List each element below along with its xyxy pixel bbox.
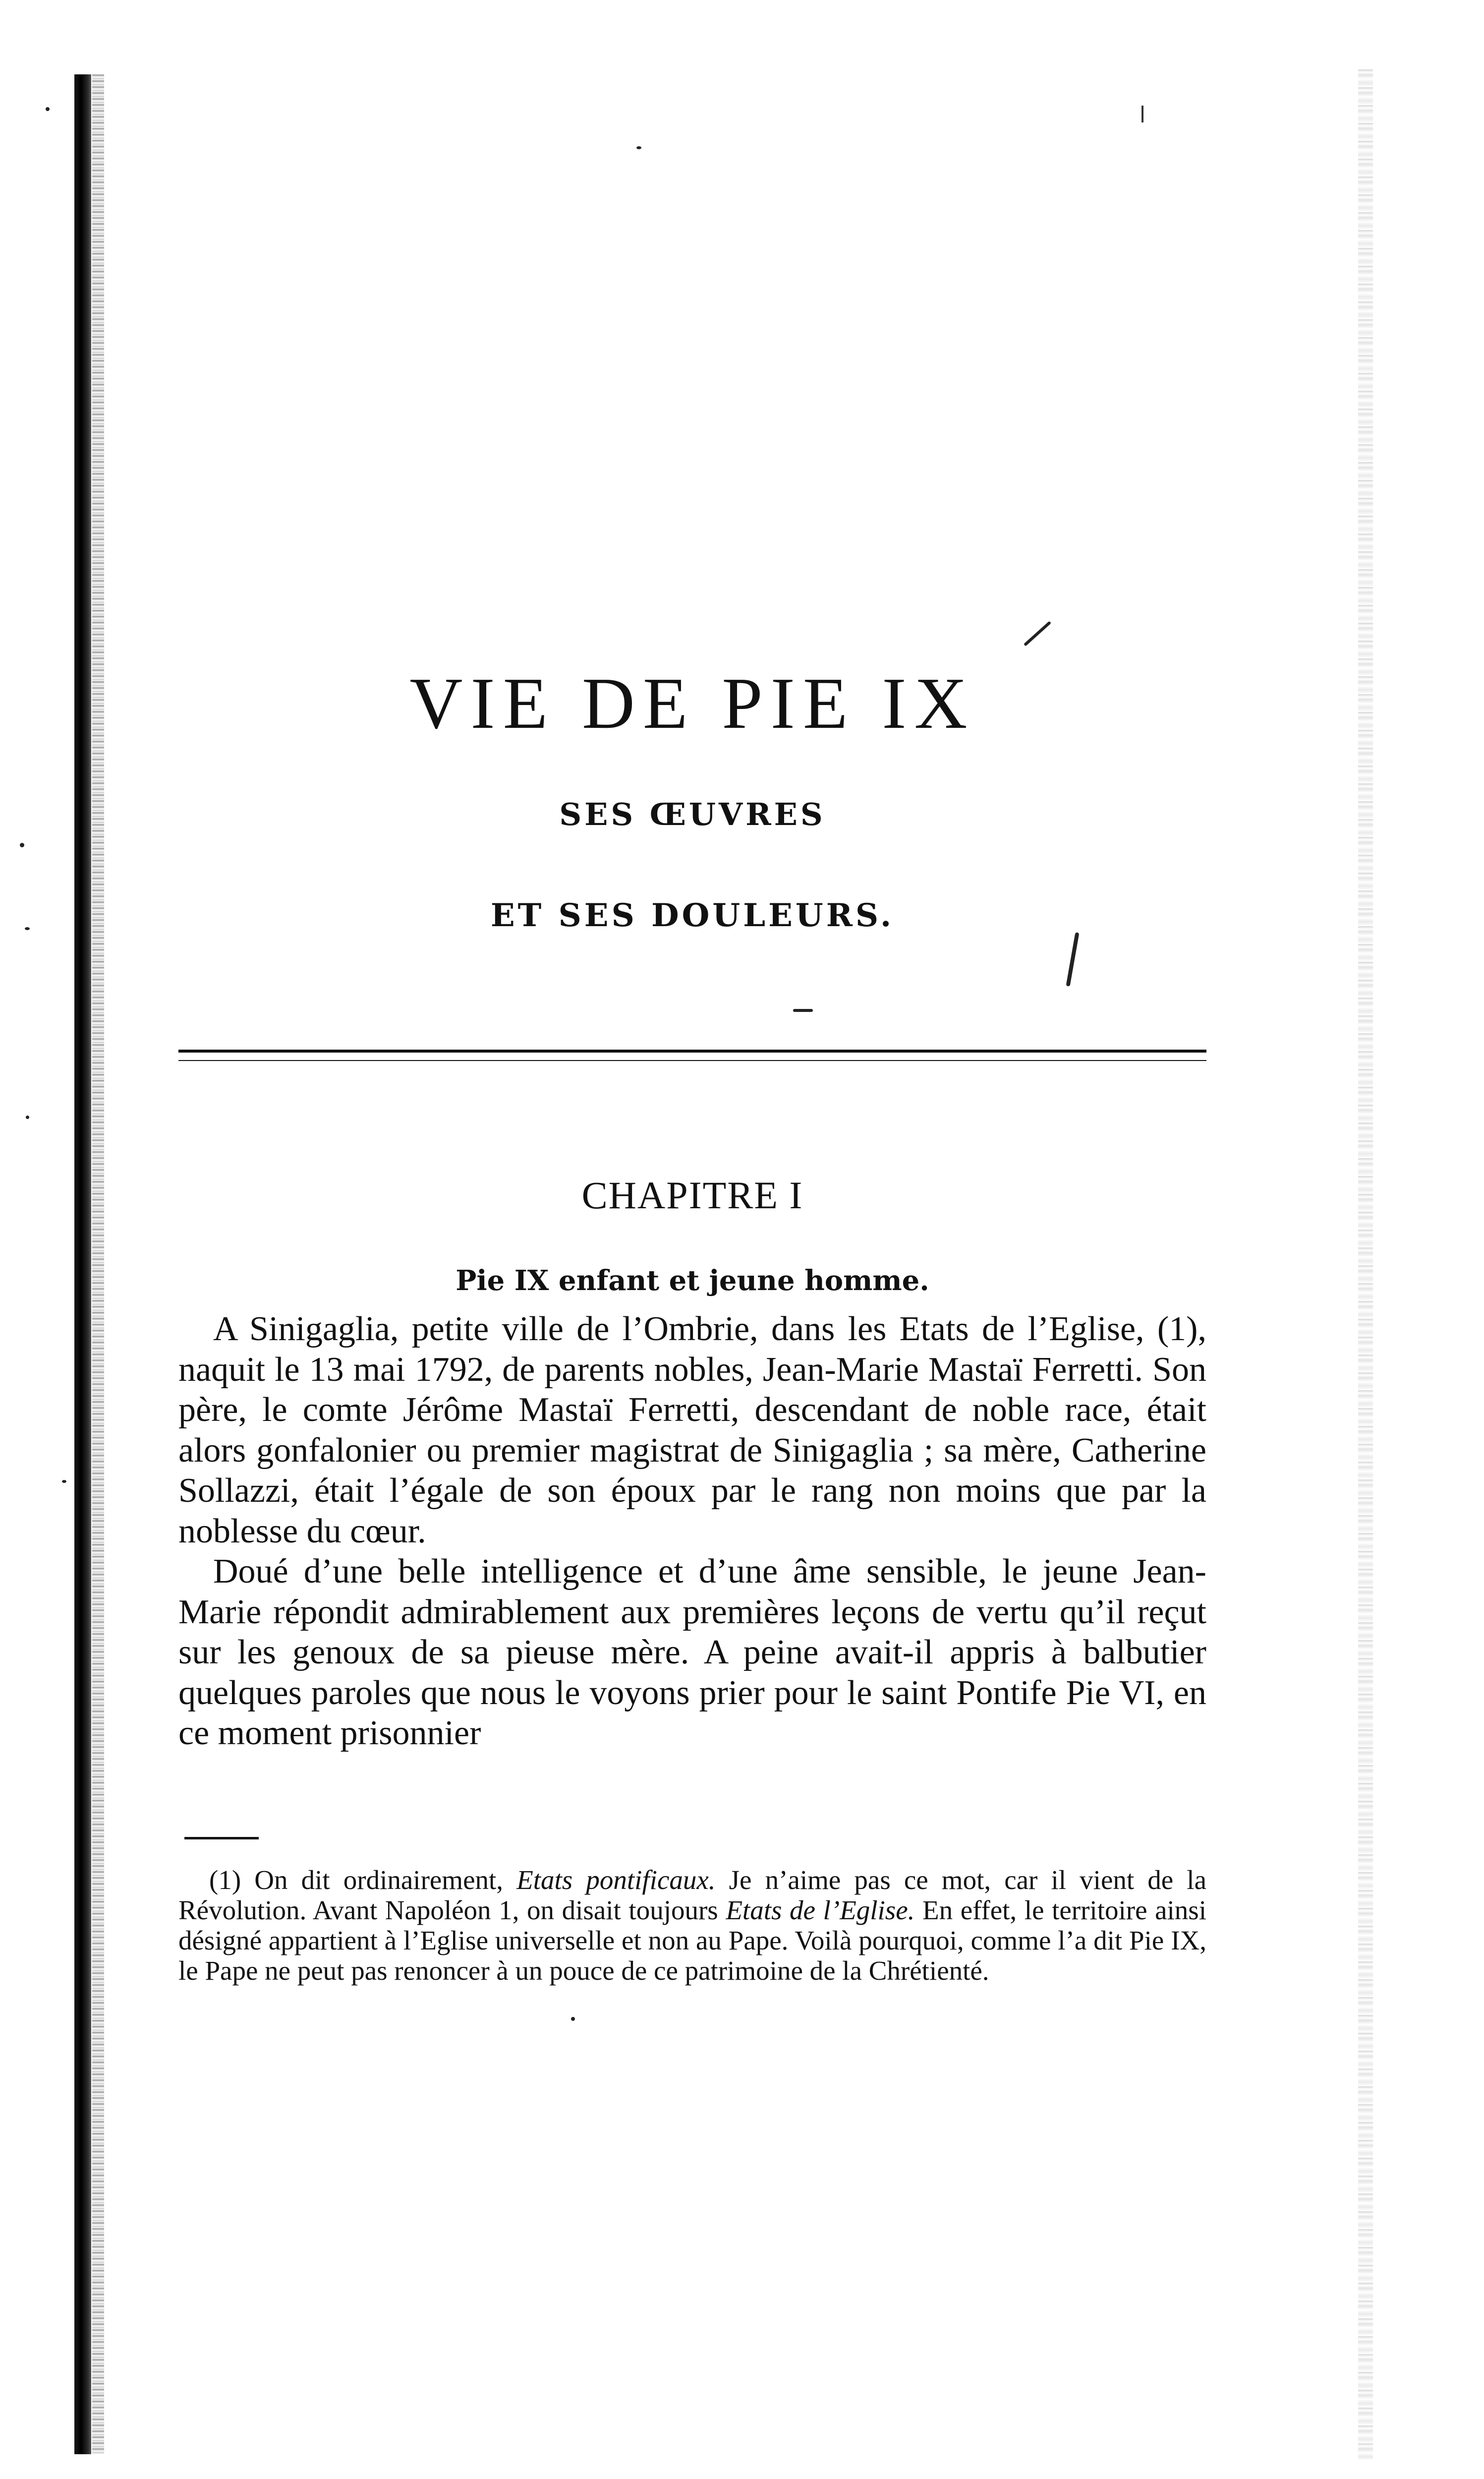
page-edge-right (1358, 69, 1373, 2459)
body-paragraph-2: Doué d’une belle intelligence et d’une âme sensible, le jeune Jean-Marie répondit admirablement aux premières leçons de vertu qu’il reçut sur les genoux de sa pieuse mère. A peine avait-il appris à balbutier quelques paroles que nous le voyons prier pour le saint Pontife Pie VI, en ce moment prisonnier (178, 1552, 1206, 1752)
scan-speck (636, 146, 641, 149)
title-rule-thick (178, 1050, 1206, 1053)
chapter-body (178, 1309, 1206, 1754)
scan-speck (793, 1009, 813, 1012)
footnote-italic-2: Etats de l’Eglise. (726, 1895, 915, 1925)
page-mark (1142, 106, 1143, 122)
book-subtitle-line2: ET SES DOULEURS. (490, 897, 895, 934)
scan-speck (26, 1116, 29, 1119)
book-subtitle-line1: SES ŒUVRES (559, 796, 826, 832)
body-paragraph-1: A Sinigaglia, petite ville de l’Ombrie, dans les Etats de l’Eglise, (1), naquit le 13 mai 1792, de parents nobles, Jean-Marie Mastaï Ferretti. Son père, le comte Jérôme Mastaï Ferretti, descendant de noble race, était alors gonfalonier ou premier magistrat de Sinigaglia ; sa mère, Catherine Sollazzi, était l’égale de son époux par le rang non moins que par la noblesse du cœur. (178, 1310, 1206, 1550)
footnote-text-1: (1) On dit ordinairement, (209, 1865, 517, 1895)
chapter-heading: CHAPITRE I (581, 1174, 803, 1217)
footnote-text-2: Je n’aime pas ce mot, car il vient de la Révolution. Avant Napoléon 1, on disait toujours (178, 1865, 1206, 1925)
scan-speck (62, 1480, 66, 1483)
scan-speck (571, 2017, 575, 2021)
scan-speck (20, 843, 24, 847)
footnote-italic-1: Etats pontificaux. (516, 1865, 716, 1895)
binding-shadow (92, 74, 104, 2454)
scan-speck (46, 107, 50, 111)
footnote-rule (184, 1837, 259, 1839)
binding-edge (74, 74, 91, 2454)
book-title: VIE DE PIE IX (409, 663, 975, 744)
scan-speck (1024, 621, 1051, 646)
footnote-text-3: En effet, le territoire ainsi désigné appartient à l’Eglise universelle et non au Pape. Voilà pourquoi, comme l’a dit Pie IX, le Pape ne peut pas renoncer à un pouce de ce patrimoine de la Chrétienté. (178, 1895, 1206, 1986)
footnote (178, 1865, 1206, 1986)
chapter-subtitle: Pie IX enfant et jeune homme. (456, 1264, 929, 1297)
scan-speck (25, 927, 30, 930)
title-rule-thin (178, 1060, 1206, 1061)
scan-speck (1066, 932, 1080, 987)
